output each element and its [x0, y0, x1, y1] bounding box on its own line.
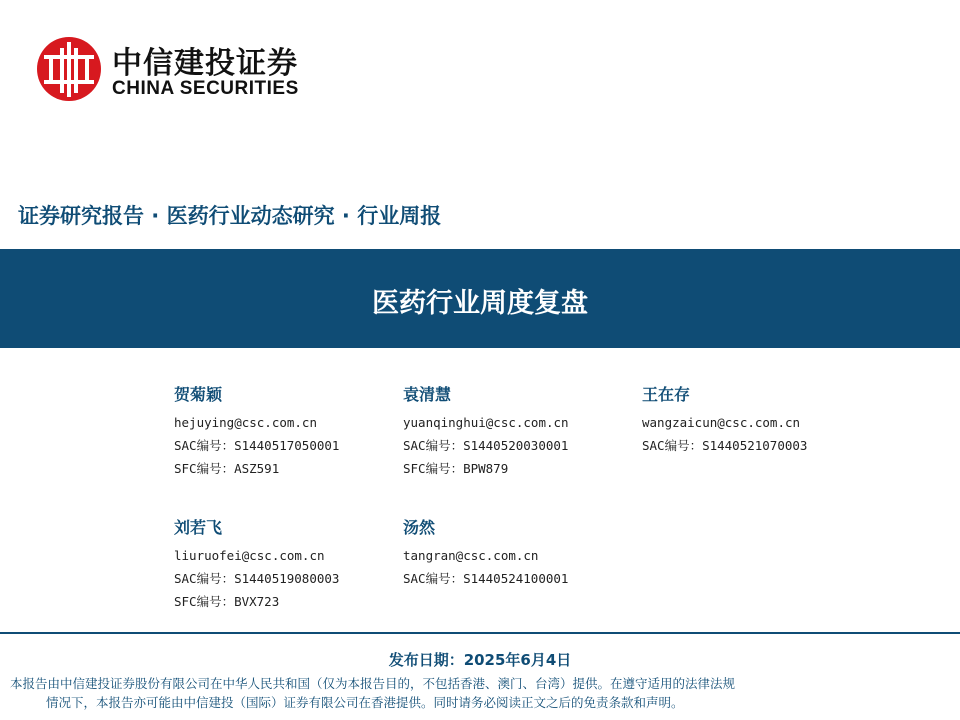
title-banner — [0, 249, 960, 348]
author-email[interactable]: liuruofei@csc.com.cn — [174, 548, 325, 563]
report-title: 医药行业周度复盘 — [372, 288, 588, 319]
publish-date: 发布日期：2025年6月4日 — [388, 651, 572, 669]
author-card — [403, 515, 633, 590]
company-logo — [36, 36, 316, 106]
footer-divider — [0, 632, 960, 634]
author-sfc-number: SFC编号：BVX723 — [174, 594, 280, 609]
disclaimer-line: 本报告由中信建投证券股份有限公司在中华人民共和国（仅为本报告目的，不包括香港、澳门、台湾）提供。在遵守适用的法律法规 — [10, 676, 736, 691]
author-sac-number: SAC编号：S1440524100001 — [403, 571, 569, 586]
author-email[interactable]: hejuying@csc.com.cn — [174, 415, 317, 430]
author-name: 贺菊颖 — [174, 385, 223, 404]
author-name: 汤然 — [403, 518, 436, 537]
author-name: 刘若飞 — [174, 518, 223, 537]
china-securities-logo-icon — [36, 36, 102, 102]
author-sac-number: SAC编号：S1440520030001 — [403, 438, 569, 453]
brand-name-en: CHINA SECURITIES — [112, 78, 299, 99]
author-sfc-number: SFC编号：ASZ591 — [174, 461, 280, 476]
author-name: 王在存 — [642, 385, 691, 404]
author-card — [174, 515, 404, 613]
disclaimer-line: 情况下，本报告亦可能由中信建投（国际）证券有限公司在香港提供。同时请务必阅读正文之后的免责条款和声明。 — [46, 695, 684, 710]
brand-name-cn: 中信建投证券 — [112, 46, 298, 81]
author-card — [403, 382, 633, 480]
author-sac-number: SAC编号：S1440521070003 — [642, 438, 808, 453]
author-card — [174, 382, 404, 480]
author-sac-number: SAC编号：S1440519080003 — [174, 571, 340, 586]
author-name: 袁清慧 — [403, 385, 452, 404]
author-card — [642, 382, 872, 457]
report-category: 证券研究报告 · 医药行业动态研究 · 行业周报 — [18, 204, 442, 228]
author-email[interactable]: wangzaicun@csc.com.cn — [642, 415, 801, 430]
author-email[interactable]: tangran@csc.com.cn — [403, 548, 539, 563]
author-sac-number: SAC编号：S1440517050001 — [174, 438, 340, 453]
disclaimer — [10, 674, 955, 712]
author-email[interactable]: yuanqinghui@csc.com.cn — [403, 415, 569, 430]
author-sfc-number: SFC编号：BPW879 — [403, 461, 509, 476]
